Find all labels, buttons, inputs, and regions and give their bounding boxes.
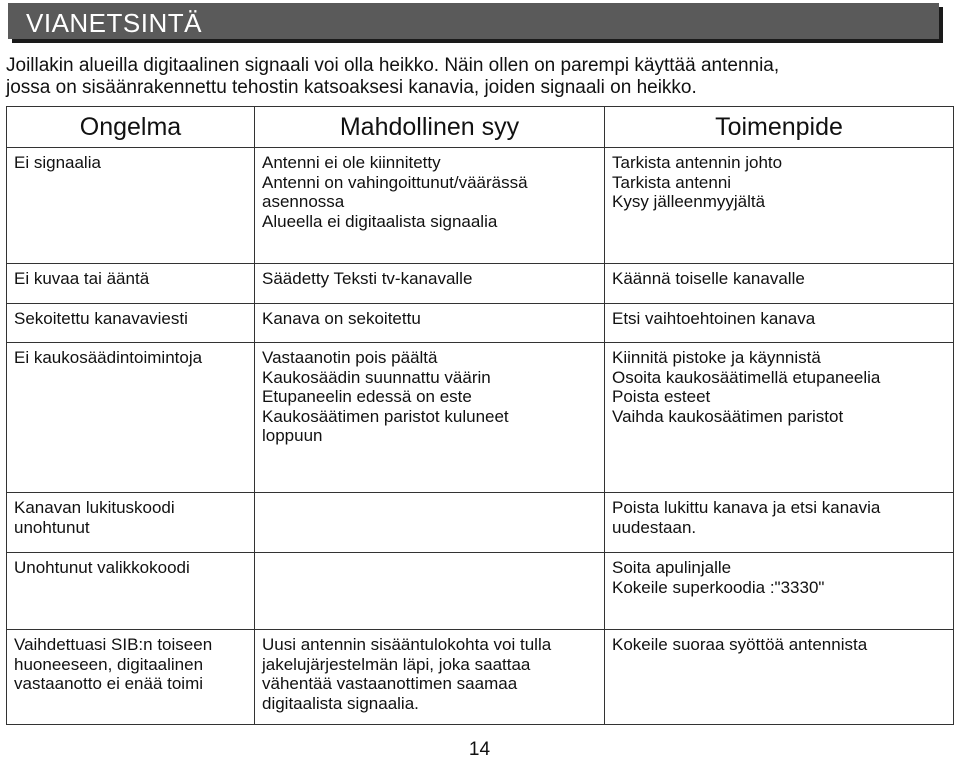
cause-line: Vastaanotin pois päältä: [262, 348, 438, 367]
action-cell: [605, 148, 954, 264]
problem-cell: [7, 148, 255, 264]
action-line: Kokeile suoraa syöttöä antennista: [612, 635, 868, 654]
problem-cell: [7, 264, 255, 304]
table-row: [7, 304, 954, 343]
cause-line: Kaukosäädin suunnattu väärin: [262, 367, 491, 387]
problem-cell: [7, 493, 255, 553]
problem-cell: [7, 630, 255, 725]
cause-cell: [255, 630, 605, 725]
table-row: [7, 343, 954, 493]
cause-line: Antenni ei ole kiinnitetty: [262, 153, 441, 172]
action-cell: [605, 304, 954, 343]
intro-line: Joillakin alueilla digitaalinen signaali voi olla heikko. Näin ollen on parempi käyttää antennia,: [6, 55, 780, 76]
cause-cell: [255, 264, 605, 304]
action-cell: [605, 343, 954, 493]
cause-line: digitaalista signaalia.: [262, 693, 419, 713]
section-title: VIANETSINTÄ: [26, 8, 202, 38]
problem-line: Kanavan lukituskoodi: [14, 498, 175, 517]
cause-line: asennossa: [262, 192, 345, 211]
page-number: 14: [468, 739, 491, 760]
cause-cell: [255, 304, 605, 343]
problem-line: Ei signaalia: [14, 153, 101, 172]
action-line: Poista lukittu kanava ja etsi kanavia: [612, 498, 881, 517]
problem-line: huoneeseen, digitaalinen: [14, 654, 204, 674]
section-title-banner: [8, 3, 939, 39]
cause-line: loppuun: [262, 426, 323, 445]
action-line: Etsi vaihtoehtoinen kanava: [612, 309, 816, 328]
cause-line: Kanava on sekoitettu: [262, 309, 421, 328]
problem-line: Unohtunut valikkokoodi: [14, 558, 190, 577]
problem-line: Vaihdettuasi SIB:n toiseen: [14, 635, 213, 654]
problem-line: Ei kuvaa tai ääntä: [14, 269, 150, 288]
action-line: Poista esteet: [612, 387, 711, 406]
column-header-problem: Ongelma: [7, 107, 255, 148]
cause-line: jakelujärjestelmän läpi, joka saattaa: [262, 654, 531, 674]
cause-cell: [255, 148, 605, 264]
action-line: Kysy jälleenmyyjältä: [612, 192, 766, 211]
action-line: Tarkista antennin johto: [612, 153, 783, 172]
cause-line: Antenni on vahingoittunut/väärässä: [262, 172, 528, 192]
action-line: uudestaan.: [612, 517, 697, 537]
cause-line: Säädetty Teksti tv-kanavalle: [262, 269, 473, 288]
table-row: [7, 630, 954, 725]
table-row: [7, 148, 954, 264]
problem-line: unohtunut: [14, 517, 90, 537]
table-row: [7, 553, 954, 630]
action-cell: [605, 264, 954, 304]
cause-cell: [255, 553, 605, 630]
action-cell: [605, 493, 954, 553]
cause-line: Etupaneelin edessä on este: [262, 387, 472, 406]
cause-line: vähentää vastaanottimen saamaa: [262, 674, 518, 693]
problem-line: Sekoitettu kanavaviesti: [14, 309, 188, 328]
action-line: Kokeile superkoodia :"3330": [612, 577, 825, 597]
action-line: Vaihda kaukosäätimen paristot: [612, 406, 844, 426]
cause-line: Alueella ei digitaalista signaalia: [262, 211, 498, 231]
intro-paragraph: [6, 55, 951, 99]
action-cell: [605, 553, 954, 630]
cause-line: Kaukosäätimen paristot kuluneet: [262, 406, 509, 426]
action-cell: [605, 630, 954, 725]
action-line: Osoita kaukosäätimellä etupaneelia: [612, 367, 881, 387]
column-header-cause: Mahdollinen syy: [255, 107, 605, 148]
cause-cell: [255, 343, 605, 493]
cause-cell: [255, 493, 605, 553]
problem-line: vastaanotto ei enää toimi: [14, 674, 204, 693]
action-line: Soita apulinjalle: [612, 558, 732, 577]
table-header-row: [7, 107, 954, 148]
column-header-action: Toimenpide: [605, 107, 954, 148]
table-row: [7, 493, 954, 553]
table-row: [7, 264, 954, 304]
problem-line: Ei kaukosäädintoimintoja: [14, 348, 203, 367]
problem-cell: [7, 304, 255, 343]
intro-line: jossa on sisäänrakennettu tehostin katsoaksesi kanavia, joiden signaali on heikko.: [6, 77, 697, 98]
problem-cell: [7, 553, 255, 630]
action-line: Kiinnitä pistoke ja käynnistä: [612, 348, 821, 367]
cause-line: Uusi antennin sisääntulokohta voi tulla: [262, 635, 552, 654]
problem-cell: [7, 343, 255, 493]
troubleshooting-table: [6, 106, 954, 725]
action-line: Tarkista antenni: [612, 172, 732, 192]
action-line: Käännä toiselle kanavalle: [612, 269, 805, 288]
